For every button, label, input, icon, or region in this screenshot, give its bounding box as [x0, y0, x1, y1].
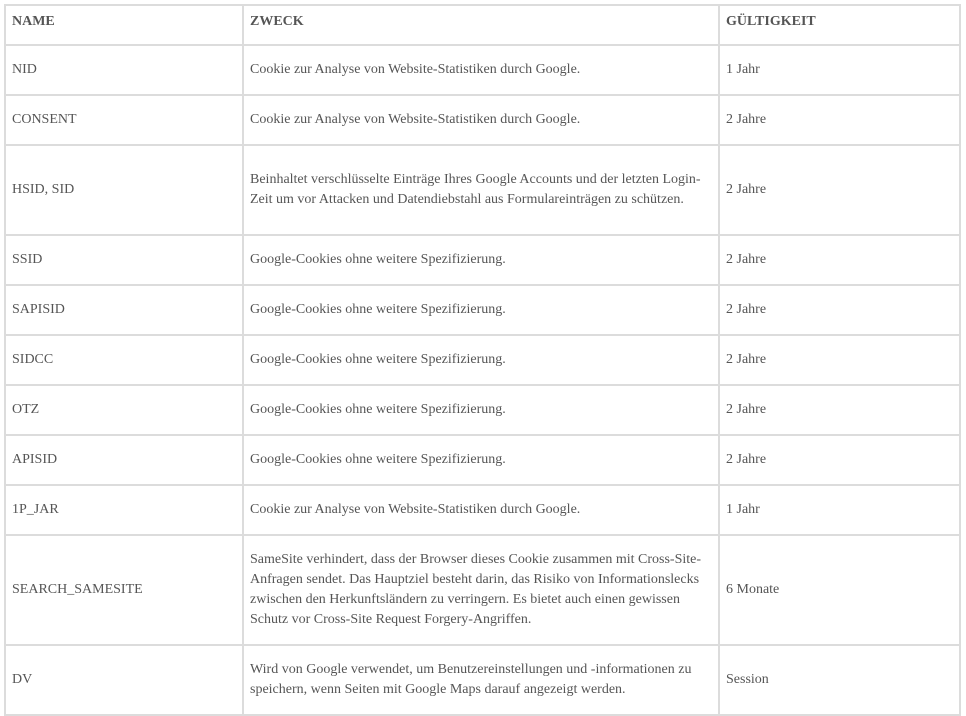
- cookie-name: SEARCH_SAMESITE: [5, 535, 243, 645]
- cookie-table-container: [4, 4, 961, 716]
- table-row: [5, 235, 960, 285]
- cookie-name: NID: [5, 45, 243, 95]
- cookie-validity: 1 Jahr: [719, 45, 960, 95]
- column-header-name: NAME: [5, 5, 243, 45]
- cookie-purpose: Cookie zur Analyse von Website-Statistiken durch Google.: [243, 485, 719, 535]
- table-row: [5, 45, 960, 95]
- cookie-name: SAPISID: [5, 285, 243, 335]
- table-row: [5, 535, 960, 645]
- cookie-name: OTZ: [5, 385, 243, 435]
- table-row: [5, 385, 960, 435]
- cookie-validity: 2 Jahre: [719, 95, 960, 145]
- cookie-validity: 2 Jahre: [719, 235, 960, 285]
- column-header-validity: GÜLTIGKEIT: [719, 5, 960, 45]
- table-row: [5, 285, 960, 335]
- cookie-purpose: Cookie zur Analyse von Website-Statistiken durch Google.: [243, 95, 719, 145]
- cookie-purpose: Google-Cookies ohne weitere Spezifizierung.: [243, 335, 719, 385]
- cookie-table: [4, 4, 961, 716]
- cookie-name: 1P_JAR: [5, 485, 243, 535]
- cookie-name: SIDCC: [5, 335, 243, 385]
- cookie-purpose: Beinhaltet verschlüsselte Einträge Ihres Google Accounts und der letzten Login-Zeit um vor Attacken und Datendiebstahl aus Formulareinträgen zu schützen.: [243, 145, 719, 235]
- cookie-name: DV: [5, 645, 243, 715]
- column-header-purpose: ZWECK: [243, 5, 719, 45]
- cookie-purpose: Google-Cookies ohne weitere Spezifizierung.: [243, 385, 719, 435]
- cookie-name: CONSENT: [5, 95, 243, 145]
- cookie-name: HSID, SID: [5, 145, 243, 235]
- table-row: [5, 485, 960, 535]
- table-row: [5, 95, 960, 145]
- table-row: [5, 645, 960, 715]
- cookie-purpose: Google-Cookies ohne weitere Spezifizierung.: [243, 435, 719, 485]
- cookie-purpose: Cookie zur Analyse von Website-Statistiken durch Google.: [243, 45, 719, 95]
- table-row: [5, 435, 960, 485]
- cookie-validity: 2 Jahre: [719, 335, 960, 385]
- cookie-name: APISID: [5, 435, 243, 485]
- table-row: [5, 335, 960, 385]
- cookie-validity: 2 Jahre: [719, 435, 960, 485]
- cookie-validity: 1 Jahr: [719, 485, 960, 535]
- cookie-validity: 6 Monate: [719, 535, 960, 645]
- cookie-purpose: Wird von Google verwendet, um Benutzereinstellungen und -informationen zu speichern, wenn Seiten mit Google Maps darauf angezeigt werden.: [243, 645, 719, 715]
- cookie-validity: 2 Jahre: [719, 385, 960, 435]
- cookie-purpose: Google-Cookies ohne weitere Spezifizierung.: [243, 285, 719, 335]
- cookie-validity: 2 Jahre: [719, 285, 960, 335]
- cookie-purpose: SameSite verhindert, dass der Browser dieses Cookie zusammen mit Cross-Site-Anfragen sendet. Das Hauptziel besteht darin, das Risiko von Informationslecks zwischen den Herkunftsländern zu verringern. Es bietet auch einen gewissen Schutz vor Cross-Site Request Forgery-Angriffen.: [243, 535, 719, 645]
- cookie-name: SSID: [5, 235, 243, 285]
- cookie-validity: Session: [719, 645, 960, 715]
- cookie-validity: 2 Jahre: [719, 145, 960, 235]
- table-header-row: [5, 5, 960, 45]
- cookie-purpose: Google-Cookies ohne weitere Spezifizierung.: [243, 235, 719, 285]
- table-row: [5, 145, 960, 235]
